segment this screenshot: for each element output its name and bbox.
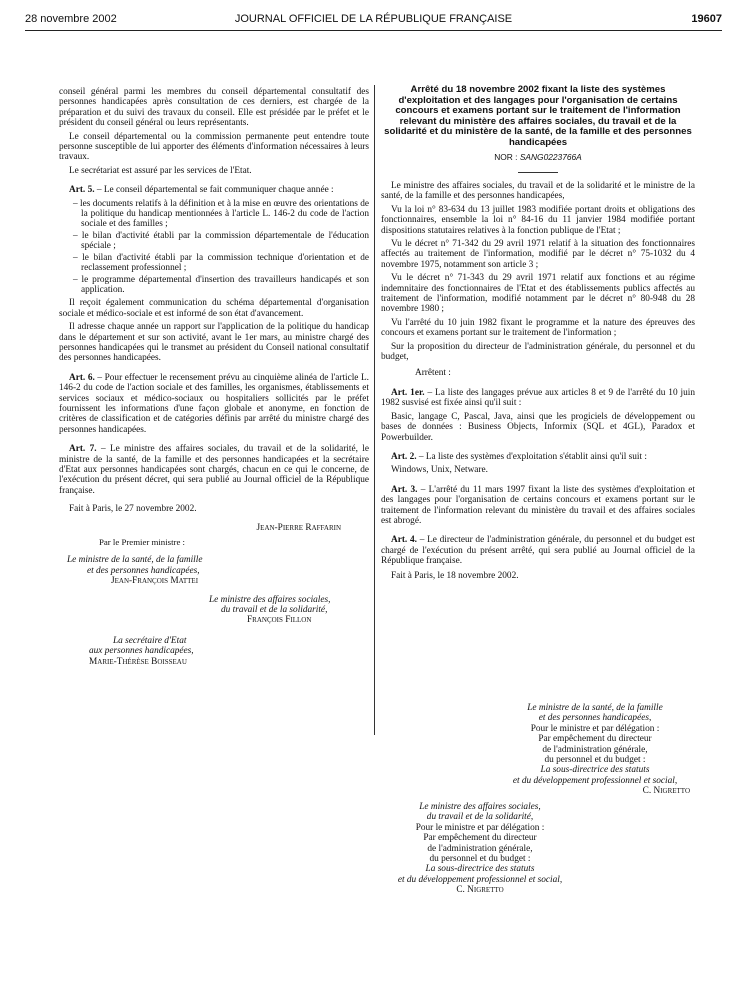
article-5-list <box>59 199 369 296</box>
paragraph: Windows, Unix, Netware. <box>391 465 488 476</box>
sign-line: aux personnes handicapées, <box>89 646 194 657</box>
paragraph: Vu le décret n° 71-343 du 29 avril 1971 relatif aux fonctions et au régime indemnitaire des fonctionnaires de l'Etat et des établissements publics affectés au traitement de l'information, modifié notamment par le décret n° 80-948 du 28 novembre 1980 ; <box>381 273 695 315</box>
sign-line: de l'administration générale, <box>427 843 533 854</box>
signature-block-affaires-arrete <box>375 802 585 896</box>
sign-line: Par empêchement du directeur <box>538 734 652 745</box>
paragraph: Le ministre des affaires sociales, du travail et de la solidarité et le ministre de la santé, de la famille et des personnes handicapées, <box>381 180 695 202</box>
sign-line: Le ministre de la santé, de la famille <box>67 555 203 566</box>
article-4 <box>381 535 695 566</box>
sign-line: du travail et de la solidarité, <box>221 605 328 616</box>
list-item: – le bilan d'activité établi par la commission départementale de l'éducation spéciale ; <box>73 230 369 252</box>
list-item: – le bilan d'activité établi par la commission technique d'orientation et de reclassement professionnel ; <box>73 252 369 274</box>
sign-line: Le ministre des affaires sociales, <box>209 594 331 605</box>
paragraph: Vu la loi n° 83-634 du 13 juillet 1983 modifiée portant droits et obligations des fonctionnaires, ensemble la loi n° 84-16 du 11 janvier 1984 modifiée portant dispositions statutaires relatives à la fonction publique de l'Etat ; <box>381 204 695 236</box>
sign-line: et des personnes handicapées, <box>538 713 652 724</box>
sign-line: La secrétaire d'Etat <box>113 635 187 646</box>
paragraph: Basic, langage C, Pascal, Java, ainsi que les progiciels de développement ou bases de données : Business Objects, Informix (SQL et 4GL), Paradox et Powerbuilder. <box>381 411 695 443</box>
article-label: Art. 5. <box>69 185 95 196</box>
signature-block-sante-arrete <box>470 703 720 797</box>
article-text: – Le directeur de l'administration générale, du personnel et du budget est chargé de l'exécution du présent arrêté, qui sera publié au Journal officiel de la République française. <box>381 535 695 567</box>
sign-name: Marie-Thérèse Boisseau <box>89 656 187 667</box>
sign-line: du travail et de la solidarité, <box>426 812 534 823</box>
sign-name: C. Nigretto <box>456 885 504 896</box>
signatory-pm: Jean-Pierre Raffarin <box>256 522 341 533</box>
sign-line: de l'administration générale, <box>542 744 648 755</box>
sign-line: et des personnes handicapées, <box>87 565 200 576</box>
list-item: – le programme départemental d'insertion des travailleurs handicapés et son application. <box>73 274 369 295</box>
article-label: Art. 4. <box>391 535 417 546</box>
article-6 <box>59 373 369 435</box>
paragraph: Le secrétariat est assuré par les services de l'Etat. <box>69 165 252 176</box>
sign-line: Le ministre des affaires sociales, <box>419 802 541 812</box>
sign-line: Par empêchement du directeur <box>423 833 537 844</box>
article-text: – La liste des systèmes d'exploitation s'établit ainsi qu'il suit : <box>416 451 648 462</box>
sign-line: et du développement professionnel et social, <box>512 775 678 786</box>
article-text: – La liste des langages prévue aux articles 8 et 9 de l'arrêté du 10 juin 1982 susvisé est fixée ainsi qu'il suit : <box>381 387 695 409</box>
article-label: Art. 6. <box>69 372 95 383</box>
article-label: Art. 3. <box>391 484 418 495</box>
sign-name: Jean-François Mattei <box>111 576 199 587</box>
sign-line: Le ministre de la santé, de la famille <box>527 703 663 713</box>
signature-block-affaires <box>59 595 369 626</box>
sign-line: du personnel et du budget : <box>429 854 531 865</box>
article-5 <box>59 185 369 195</box>
paragraph: Il adresse chaque année un rapport sur l'application de la politique du handicap dans le département et sur son activité, avant le 1er mars, au ministre chargé des personnes handicapées qui le transmet au président du Conseil national consultatif des personnes handicapées. <box>59 322 369 364</box>
arretent: Arrêtent : <box>415 368 451 379</box>
running-header <box>25 13 722 29</box>
article-text: – L'arrêté du 11 mars 1997 fixant la liste des systèmes d'exploitation et des langages pour l'organisation de certains concours et examens portant sur le traitement de l'information relevant du ministère du travail et des affaires sociales est abrogé. <box>381 484 695 526</box>
header-date: 28 novembre 2002 <box>25 13 117 25</box>
nor-label: NOR : <box>494 151 520 162</box>
sign-line: et du développement professionnel et social, <box>397 874 563 885</box>
sign-line: La sous-directrice des statuts <box>540 765 650 776</box>
sign-line: Pour le ministre et par délégation : <box>415 822 545 833</box>
article-3 <box>381 485 695 527</box>
column-divider <box>374 85 375 735</box>
article-label: Art. 2. <box>391 451 417 462</box>
nor-reference <box>381 152 695 162</box>
paragraph: Sur la proposition du directeur de l'administration générale, du personnel et du budget, <box>381 341 695 363</box>
title-rule <box>518 172 558 173</box>
paragraph: Il reçoit également communication du schéma départemental d'organisation sociale et médico-sociale et est informé de son état d'avancement. <box>59 298 369 319</box>
article-label: Art. 7. <box>69 444 97 455</box>
article-2 <box>381 452 695 462</box>
paragraph: Le conseil départemental ou la commission permanente peut entendre toute personne susceptible de lui apporter des éléments d'information nécessaires à leurs travaux. <box>59 131 369 163</box>
sign-name: C. Nigretto <box>642 786 690 797</box>
journal-title: JOURNAL OFFICIEL DE LA RÉPUBLIQUE FRANÇAISE <box>234 13 513 25</box>
paragraph: Vu l'arrêté du 10 juin 1982 fixant le programme et la nature des épreuves des concours et examens portant sur le traitement de l'information ; <box>381 317 695 339</box>
article-text: – Pour effectuer le recensement prévu au cinquième alinéa de l'article L. 146-2 du code de l'action sociale et des familles, les organismes, établissements et services sociaux et médico-sociaux ou hospitaliers sollicités par le préfet fournissent les informations d'une façon globale et anonyme, en fonction de critères de classification et de catégories définis par arrêté du ministre chargé des personnes handicapées. <box>59 372 369 435</box>
sign-line: Pour le ministre et par délégation : <box>530 723 660 734</box>
fait-a-paris: Fait à Paris, le 27 novembre 2002. <box>69 504 197 515</box>
article-7 <box>59 444 369 496</box>
par-premier-ministre: Par le Premier ministre : <box>99 537 185 548</box>
fait-a-paris: Fait à Paris, le 18 novembre 2002. <box>391 570 519 581</box>
article-text: – Le conseil départemental se fait communiquer chaque année : <box>94 185 334 196</box>
signature-block-sante <box>59 555 369 586</box>
sign-line: du personnel et du budget : <box>544 755 646 766</box>
arrete-title: Arrêté du 18 novembre 2002 fixant la liste des systèmes d'exploitation et des langages pour l'organisation de certains concours et examens portant sur le traitement de l'information relevant du ministère des affaires sociales, du travail et de la solidarité et du ministère de la santé, de la famille et des personnes handicapées <box>384 84 692 148</box>
right-column <box>381 85 695 584</box>
article-label: Art. 1er. <box>391 387 425 398</box>
left-column <box>59 87 369 667</box>
sign-line: La sous-directrice des statuts <box>425 864 535 875</box>
list-item: – les documents relatifs à la définition et à la mise en œuvre des orientations de la politique du handicap mentionnées à l'article L. 146-2 du code de l'action sociale et des familles ; <box>73 198 369 230</box>
sign-name: François Fillon <box>247 615 312 626</box>
header-rule <box>25 30 722 31</box>
article-1 <box>381 388 695 409</box>
signature-block-secretaire <box>59 636 369 667</box>
page-number: 19607 <box>691 13 722 25</box>
article-text: – Le ministre des affaires sociales, du travail et de la solidarité, le ministre de la santé, de la famille et des personnes handicapées et la secrétaire d'Etat aux personnes handicapées sont chargés, chacun en ce qui le concerne, de l'exécution du présent décret, qui sera publié au Journal officiel de la République française. <box>59 444 369 496</box>
paragraph: conseil général parmi les membres du conseil départemental consultatif des personnes handicapées après consultation de ces derniers, est chargée de la préparation et du suivi des travaux du conseil. Elle est présidée par le préfet et le président du conseil général ou leurs représentants. <box>59 87 369 129</box>
nor-code: SANG0223766A <box>519 151 582 162</box>
paragraph: Vu le décret n° 71-342 du 29 avril 1971 relatif à la situation des fonctionnaires affectés au traitement de l'information, modifié par le décret n° 75-1032 du 4 novembre 1975, notamment son article 3 ; <box>381 239 695 270</box>
